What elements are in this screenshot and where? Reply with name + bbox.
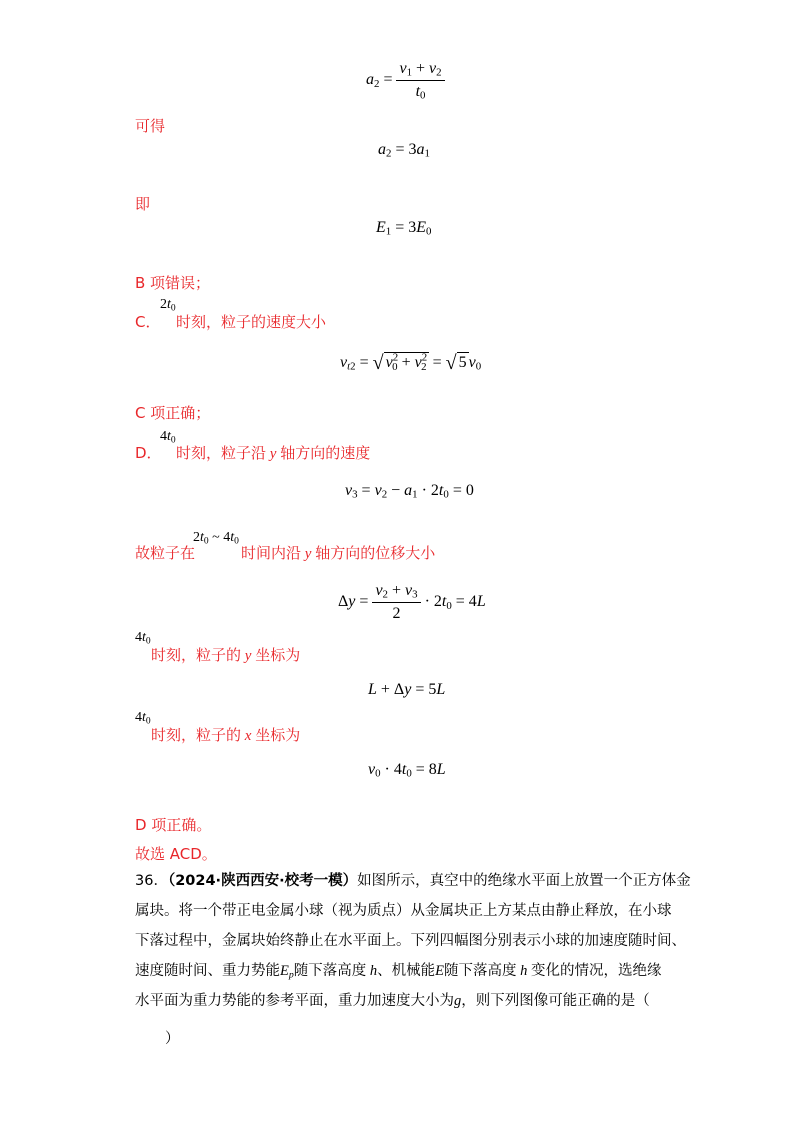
formula-delta-y: Δy = $\frac{v_2 + v_3}{2}$ · $2t_0 = 4L$: [338, 582, 486, 622]
text-c-right: C 项正确；: [135, 404, 211, 422]
text-c-prefix: C．: [135, 313, 161, 331]
text-d-right: D 项正确。: [135, 816, 212, 834]
formula-e1-3e0: $E_1 = 3E_0$: [376, 219, 432, 238]
math-4t0-d: $4t_0$: [160, 429, 176, 446]
text-kede: 可得: [135, 117, 166, 135]
question-source: （2024·陕西西安·校考一模）: [167, 873, 358, 889]
formula-x-displacement: $v_0 \cdot 4t_0 = 8L$: [368, 761, 446, 780]
text-d-prefix: D．: [135, 444, 162, 462]
math-4t0-y: $4t_0$: [135, 630, 151, 647]
formula-l-delta-y: L + Δy = 5L: [368, 681, 446, 698]
formula-a2-3a1: $a_2 = 3a_1$: [378, 141, 430, 160]
text-choose: 故选 ACD。: [135, 845, 217, 863]
question-number: 36．: [135, 873, 168, 889]
formula-v3: $v_3 = v_2 - a_1 \cdot 2t_0 = 0$: [345, 482, 474, 501]
question-line-3: 下落过程中，金属块始终静止在水平面上。下列四幅图分别表示小球的加速度随时间、: [135, 933, 686, 949]
text-ji: 即: [135, 195, 151, 213]
math-2t0-c: $2t_0$: [160, 297, 176, 314]
text-b-wrong: B 项错误；: [135, 274, 211, 292]
question-line-6: ）: [165, 1031, 180, 1047]
text-gu-a: 故粒子在: [135, 544, 196, 562]
text-gu-rest: 时间内沿 y 轴方向的位移大小: [241, 544, 436, 562]
math-4t0-x: $4t_0$: [135, 710, 151, 727]
text-d-desc: 时刻，粒子沿 y 轴方向的速度: [176, 444, 371, 462]
text-y-coord: 时刻，粒子的 y 坐标为: [151, 646, 301, 664]
formula-velocity-magnitude: $v_{t2}$ = √ $v^2_0 + v^2_2$ = √ 5 $v_0$: [340, 351, 482, 374]
question-line-2: 属块。将一个带正电金属小球（视为质点）从金属块正上方某点由静止释放，在小球: [135, 903, 672, 919]
question-line-1: 36．（2024·陕西西安·校考一模）如图所示，真空中的绝缘水平面上放置一个正方体金: [135, 873, 691, 889]
text-c-desc: 时刻，粒子的速度大小: [176, 313, 327, 331]
question-line-4: 速度随时间、重力势能$E_p$随下落高度 h、机械能E随下落高度 h 变化的情况，选绝缘: [135, 963, 662, 981]
text-x-coord: 时刻，粒子的 x 坐标为: [151, 726, 301, 744]
formula-a2-definition: $a_2$ = $\frac{v_1 + v_2}{t_0}$: [366, 60, 445, 101]
math-time-interval: $2t_0$ ~ $4t_0$: [193, 530, 239, 547]
question-line-5: 水平面为重力势能的参考平面，重力加速度大小为g，则下列图像可能正确的是（: [135, 993, 650, 1009]
